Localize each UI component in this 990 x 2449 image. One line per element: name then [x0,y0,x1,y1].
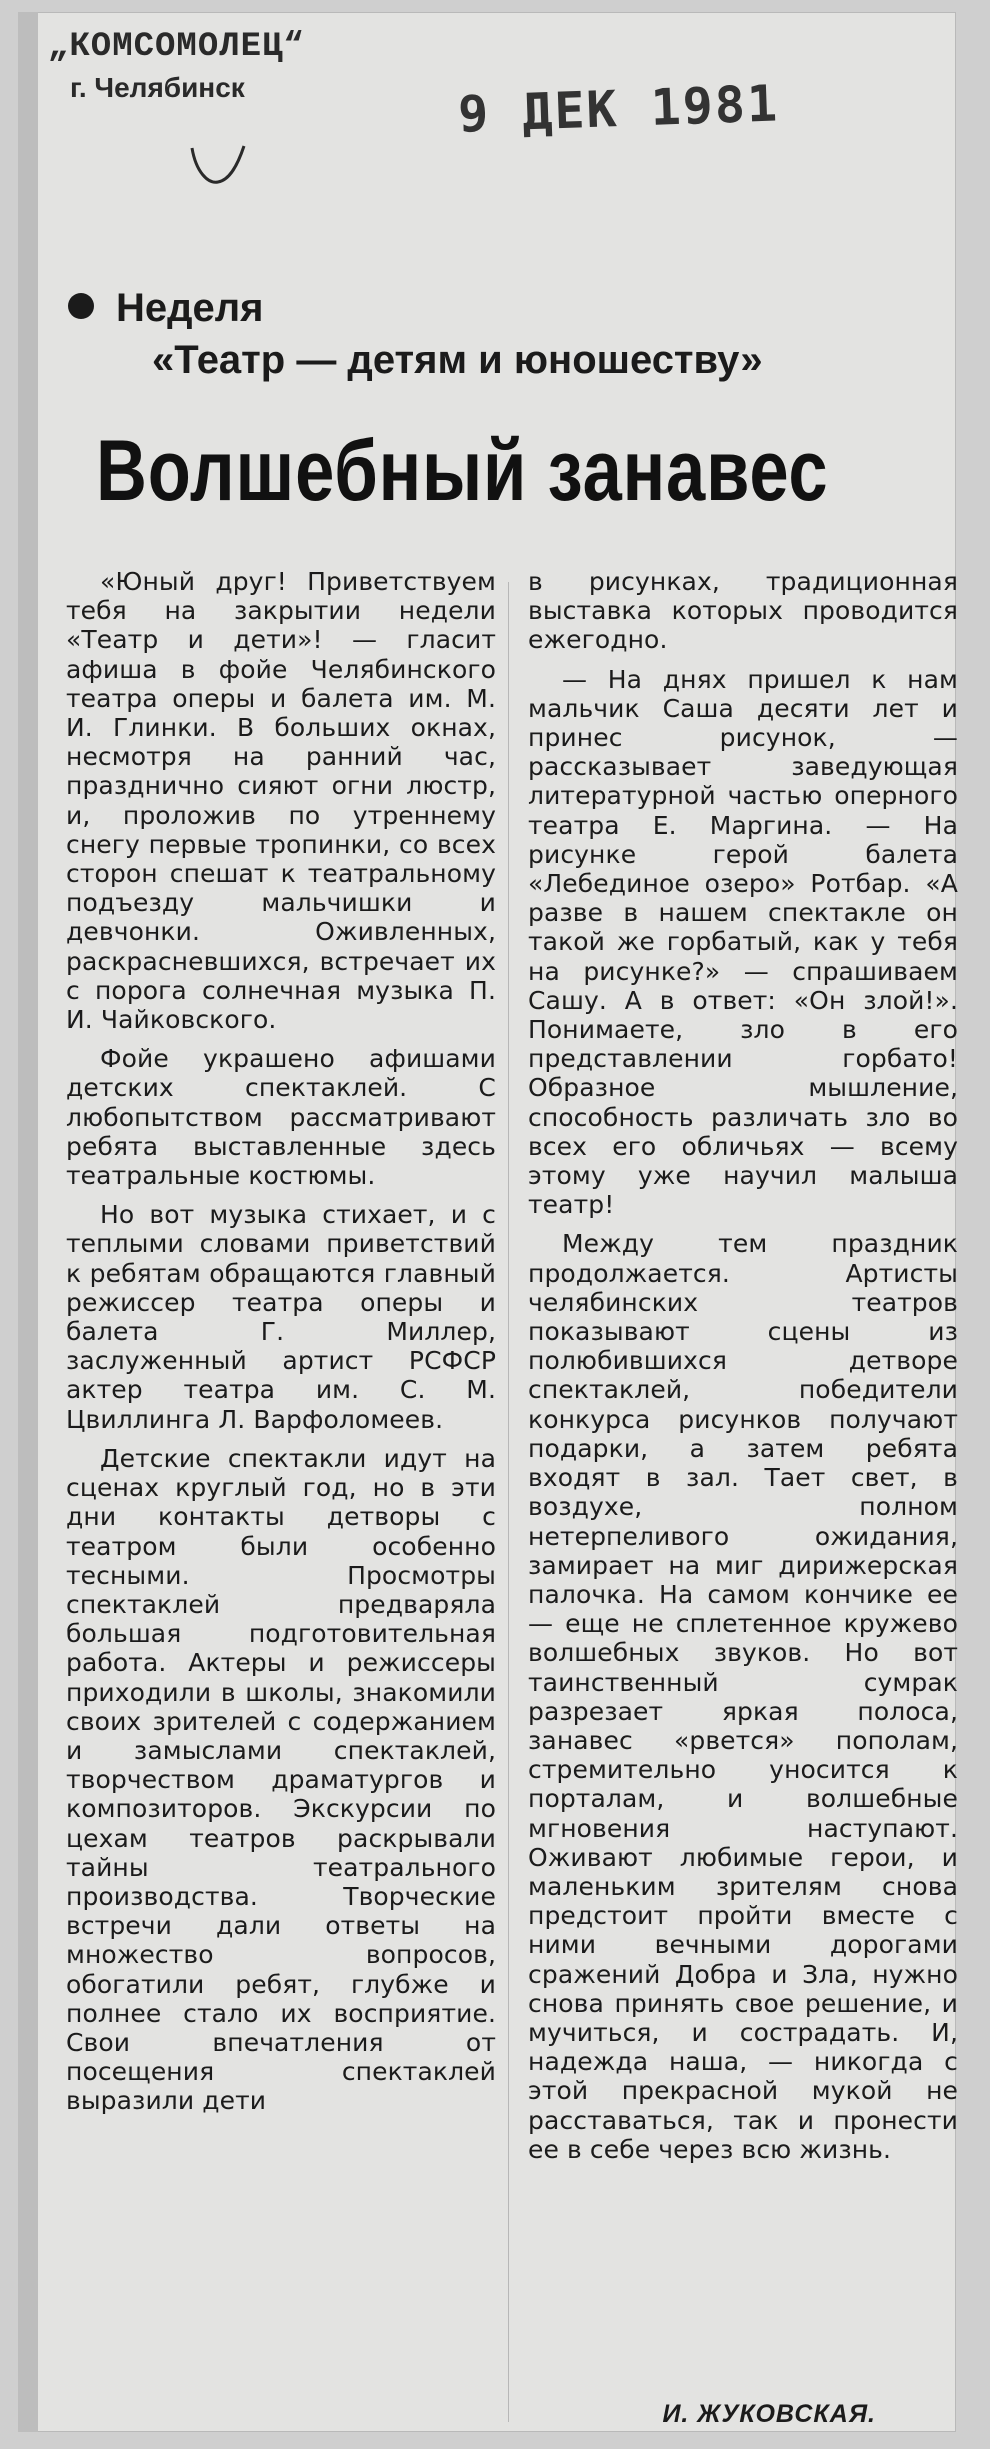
column-divider [508,582,509,2422]
paragraph: Между тем праздник продолжается. Артисты челябинских театров показывают сцены из полюбившихся детворе спектаклей, победители конкурса рисунков получают подарки, а затем ребята входят в зал. Тает свет, в воздухе, полном нетерпеливого ожидания, замирает на миг дирижерская палочка. На самом кончике ее — еще не сплетенное кружево волшебных звуков. Но вот таинственный сумрак разрезает яркая полоса, занавес «рвется» пополам, стремительно уносится к порталам, и волшебные мгновения наступают. Оживают любимые герои, и маленьким зрителям снова предстоит пройти вместе с ними вечными дорогами сражений Добра и Зла, нужно снова принять свое решение, и мучиться, и сострадать. И, надежда наша, — никогда с этой прекрасной мукой не расставаться, так и пронести ее в себе через всю жизнь. [528,1229,958,2164]
newspaper-name: „КОМСОМОЛЕЦ“ [48,28,305,66]
week-title: «Театр — детям и юношеству» [152,338,763,382]
date-stamp: 9 ДЕК 1981 [457,74,780,144]
paragraph: в рисунках, традиционная выставка которых проводится ежегодно. [528,567,958,655]
article-column-right [528,567,958,2174]
week-label: Неделя [116,286,264,330]
paragraph: Фойе украшено афишами детских спектаклей. С любопытством рассматривают ребята выставленные здесь театральные костюмы. [66,1044,496,1191]
article-headline: Волшебный занавес [96,423,829,519]
clipping-edge [18,12,38,2432]
bullet-icon [68,293,94,319]
week-header [68,282,763,386]
newspaper-city: г. Челябинск [70,72,245,103]
newspaper-clipping [18,12,956,2432]
paragraph: Детские спектакли идут на сценах круглый год, но в эти дни контакты детворы с театром были особенно тесными. Просмотры спектаклей предваряла большая подготовительная работа. Актеры и режиссеры приходили в школы, знакомили своих зрителей с содержанием и замыслами спектаклей, творчеством драматургов и композиторов. Экскурсии по цехам театров раскрывали тайны театрального производства. Творческие встречи дали ответы на множество вопросов, обогатили ребят, глубже и полнее стало их восприятие. Свои впечатления от посещения спектаклей выразили дети [66,1443,496,2116]
paragraph: Но вот музыка стихает, и с теплыми словами приветствий к ребятам обращаются главный режиссер театра оперы и балета Г. Миллер, заслуженный артист РСФСР актер театра им. С. М. Цвиллинга Л. Варфоломеев. [66,1200,496,1434]
paragraph: «Юный друг! Приветствуем тебя на закрытии недели «Театр и дети»! — гласит афиша в фойе Челябинского театра оперы и балета им. М. И. Глинки. В больших окнах, несмотря на ранний час, празднично сияют огни люстр, и, проложив по утреннему снегу первые тропинки, со всех сторон спешат к театральному подъезду мальчишки и девчонки. Оживленных, раскрасневшихся, встречает их с порога солнечная музыка П. И. Чайковского. [66,567,496,1035]
author-signature: И. ЖУКОВСКАЯ. [662,2400,876,2428]
paragraph: — На днях пришел к нам мальчик Саша десяти лет и принес рисунок, — рассказывает заведующая литературной частью оперного театра Е. Маргина. — На рисунке герой балета «Лебединое озеро» Ротбар. «А разве в нашем спектакле он такой же горбатый, как у тебя на рисунке?» — спрашиваем Сашу. А в ответ: «Он злой!». Понимаете, зло в его представлении горбато! Образное мышление, способность различать зло во всех его обличьях — всему этому уже научил малыша театр! [528,664,958,1220]
source-label [48,28,305,104]
pencil-check-icon [188,142,248,188]
article-column-left [66,567,496,2126]
